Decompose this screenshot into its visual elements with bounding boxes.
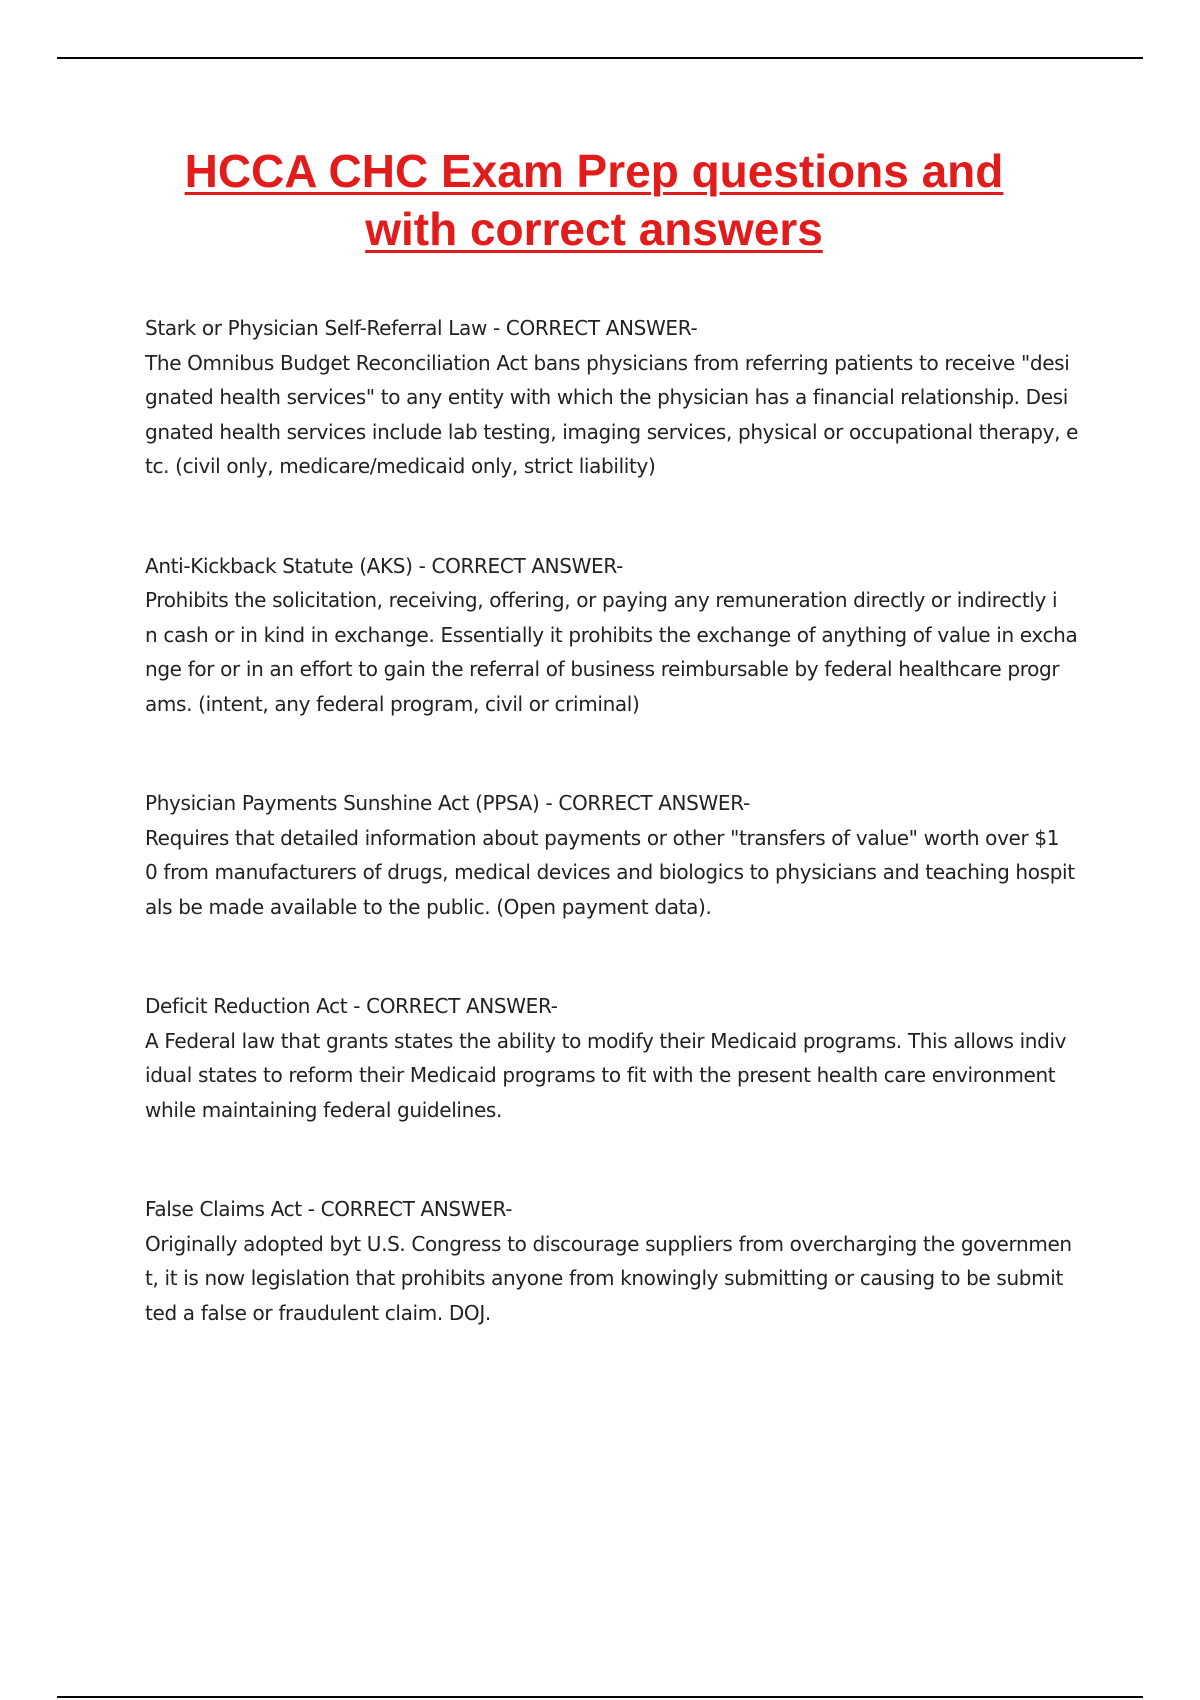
qa-item-false-claims	[145, 1192, 1090, 1330]
qa-answer-line: 0 from manufacturers of drugs, medical devices and biologics to physicians and teaching hospit	[145, 860, 1075, 884]
qa-answer-line: t, it is now legislation that prohibits anyone from knowingly submitting or causing to be submit	[145, 1266, 1063, 1290]
qa-item-stark-law	[145, 311, 1090, 484]
qa-item-anti-kickback	[145, 549, 1090, 722]
document-title	[0, 142, 1188, 258]
qa-answer-line: Requires that detailed information about payments or other "transfers of value" worth over $1	[145, 825, 1060, 850]
bottom-rule	[57, 1696, 1143, 1698]
qa-question: Stark or Physician Self-Referral Law - CORRECT ANSWER-	[145, 316, 698, 340]
qa-answer-line: nge for or in an effort to gain the referral of business reimbursable by federal healthcare progr	[145, 657, 1060, 681]
qa-list	[145, 311, 1090, 1395]
qa-answer-line: gnated health services" to any entity with which the physician has a financial relationship. Desi	[145, 385, 1068, 409]
qa-answer-line: ted a false or fraudulent claim. DOJ.	[145, 1300, 491, 1325]
qa-answer-line: gnated health services include lab testing, imaging services, physical or occupational therapy, e	[145, 419, 1079, 444]
qa-item-sunshine-act	[145, 786, 1090, 924]
qa-answer-line: ams. (intent, any federal program, civil or criminal)	[145, 691, 640, 716]
title-line-1: HCCA CHC Exam Prep questions and	[184, 145, 1004, 197]
qa-answer-line: Prohibits the solicitation, receiving, offering, or paying any remuneration directly or indirectly i	[145, 588, 1058, 612]
qa-answer-line: The Omnibus Budget Reconciliation Act bans physicians from referring patients to receive "desi	[145, 350, 1070, 375]
title-line-2: with correct answers	[365, 203, 823, 255]
top-rule	[57, 57, 1143, 59]
qa-answer-line: als be made available to the public. (Open payment data).	[145, 894, 712, 919]
qa-answer-line: tc. (civil only, medicare/medicaid only, strict liability)	[145, 454, 656, 478]
qa-answer-line: Originally adopted byt U.S. Congress to discourage suppliers from overcharging the governmen	[145, 1231, 1072, 1256]
qa-question: Anti-Kickback Statute (AKS) - CORRECT ANSWER-	[145, 553, 623, 578]
qa-question: Deficit Reduction Act - CORRECT ANSWER-	[145, 994, 558, 1018]
qa-item-deficit-reduction	[145, 989, 1090, 1127]
qa-answer-line: idual states to reform their Medicaid programs to fit with the present health care environment	[145, 1063, 1056, 1087]
qa-question: Physician Payments Sunshine Act (PPSA) - CORRECT ANSWER-	[145, 791, 750, 815]
qa-answer-line: A Federal law that grants states the ability to modify their Medicaid programs. This allows indiv	[145, 1028, 1067, 1053]
qa-question: False Claims Act - CORRECT ANSWER-	[145, 1197, 513, 1221]
qa-answer-line: n cash or in kind in exchange. Essentially it prohibits the exchange of anything of value in excha	[145, 622, 1078, 647]
qa-answer-line: while maintaining federal guidelines.	[145, 1097, 502, 1122]
